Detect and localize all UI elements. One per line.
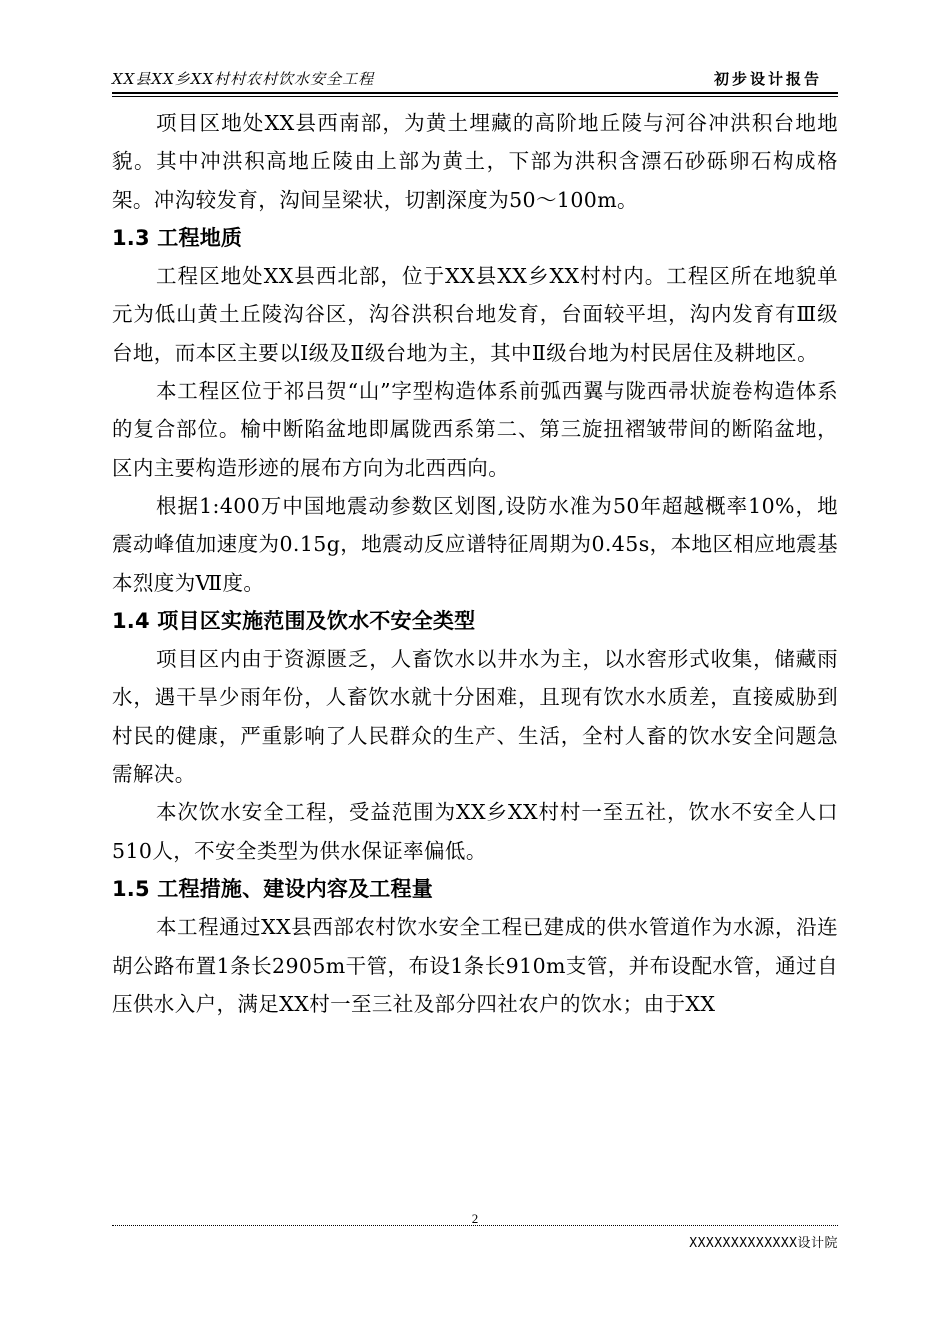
paragraph-landform: 项目区地处XX县西南部，为黄土埋藏的高阶地丘陵与河谷冲洪积台地地貌。其中冲洪积高地丘陵由上部为黄土，下部为洪积含漂石砂砾卵石构成格架。冲沟较发育，沟间呈梁状，切割深度为50～100m。 bbox=[112, 111, 838, 212]
footer-organization: XXXXXXXXXXXXX设计院 bbox=[689, 1236, 838, 1251]
paragraph-seismic: 根据1:400万中国地震动参数区划图,设防水准为50年超越概率10%，地震动峰值加速度为0.15g，地震动反应谱特征周期为0.45s，本地区相应地震基本烈度为Ⅶ度。 bbox=[112, 493, 838, 595]
header-rule bbox=[112, 92, 838, 94]
header-rule-thin bbox=[112, 96, 838, 97]
paragraph-geology-structure: 本工程区位于祁吕贺“山”字型构造体系前弧西翼与陇西帚状旋卷构造体系的复合部位。榆中断陷盆地即属陇西系第二、第三旋扭褶皱带间的断陷盆地，区内主要构造形迹的展布方向为北西西向。 bbox=[112, 379, 838, 480]
section-heading-1-3: 1.3 工程地质 bbox=[112, 225, 243, 250]
paragraph-water-scarcity: 项目区内由于资源匮乏，人畜饮水以井水为主，以水窖形式收集，储藏雨水，遇干旱少雨年份，人畜饮水就十分困难，且现有饮水水质差，直接威胁到村民的健康，严重影响了人民群众的生产、生活，全村人畜的饮水安全问题急需解决。 bbox=[112, 647, 838, 787]
paragraph-beneficiaries: 本次饮水安全工程，受益范围为XX乡XX村村一至五社，饮水不安全人口510人，不安全类型为供水保证率偏低。 bbox=[112, 800, 838, 863]
page-number: 2 bbox=[471, 1211, 479, 1226]
page-header bbox=[112, 66, 838, 92]
section-heading-1-4: 1.4 项目区实施范围及饮水不安全类型 bbox=[112, 608, 476, 633]
paragraph-geology-location: 工程区地处XX县西北部，位于XX县XX乡XX村村内。工程区所在地貌单元为低山黄土丘陵沟谷区，沟谷洪积台地发育，台面较平坦，沟内发育有Ⅲ级台地，而本区主要以Ⅰ级及Ⅱ级台地为主，其中Ⅱ级台地为村民居住及耕地区。 bbox=[112, 264, 838, 365]
header-report-type: 初步设计报告 bbox=[713, 70, 822, 88]
paragraph-engineering-measures: 本工程通过XX县西部农村饮水安全工程已建成的供水管道作为水源，沿连胡公路布置1条长2905m干管，布设1条长910m支管，并布设配水管，通过自压供水入户，满足XX村一至三社及部分四社农户的饮水；由于XX bbox=[112, 915, 838, 1016]
footer-rule bbox=[112, 1225, 838, 1226]
section-heading-1-5: 1.5 工程措施、建设内容及工程量 bbox=[112, 876, 433, 901]
header-project-title: XX县XX乡XX村村农村饮水安全工程 bbox=[112, 70, 375, 88]
document-body bbox=[112, 104, 838, 1023]
